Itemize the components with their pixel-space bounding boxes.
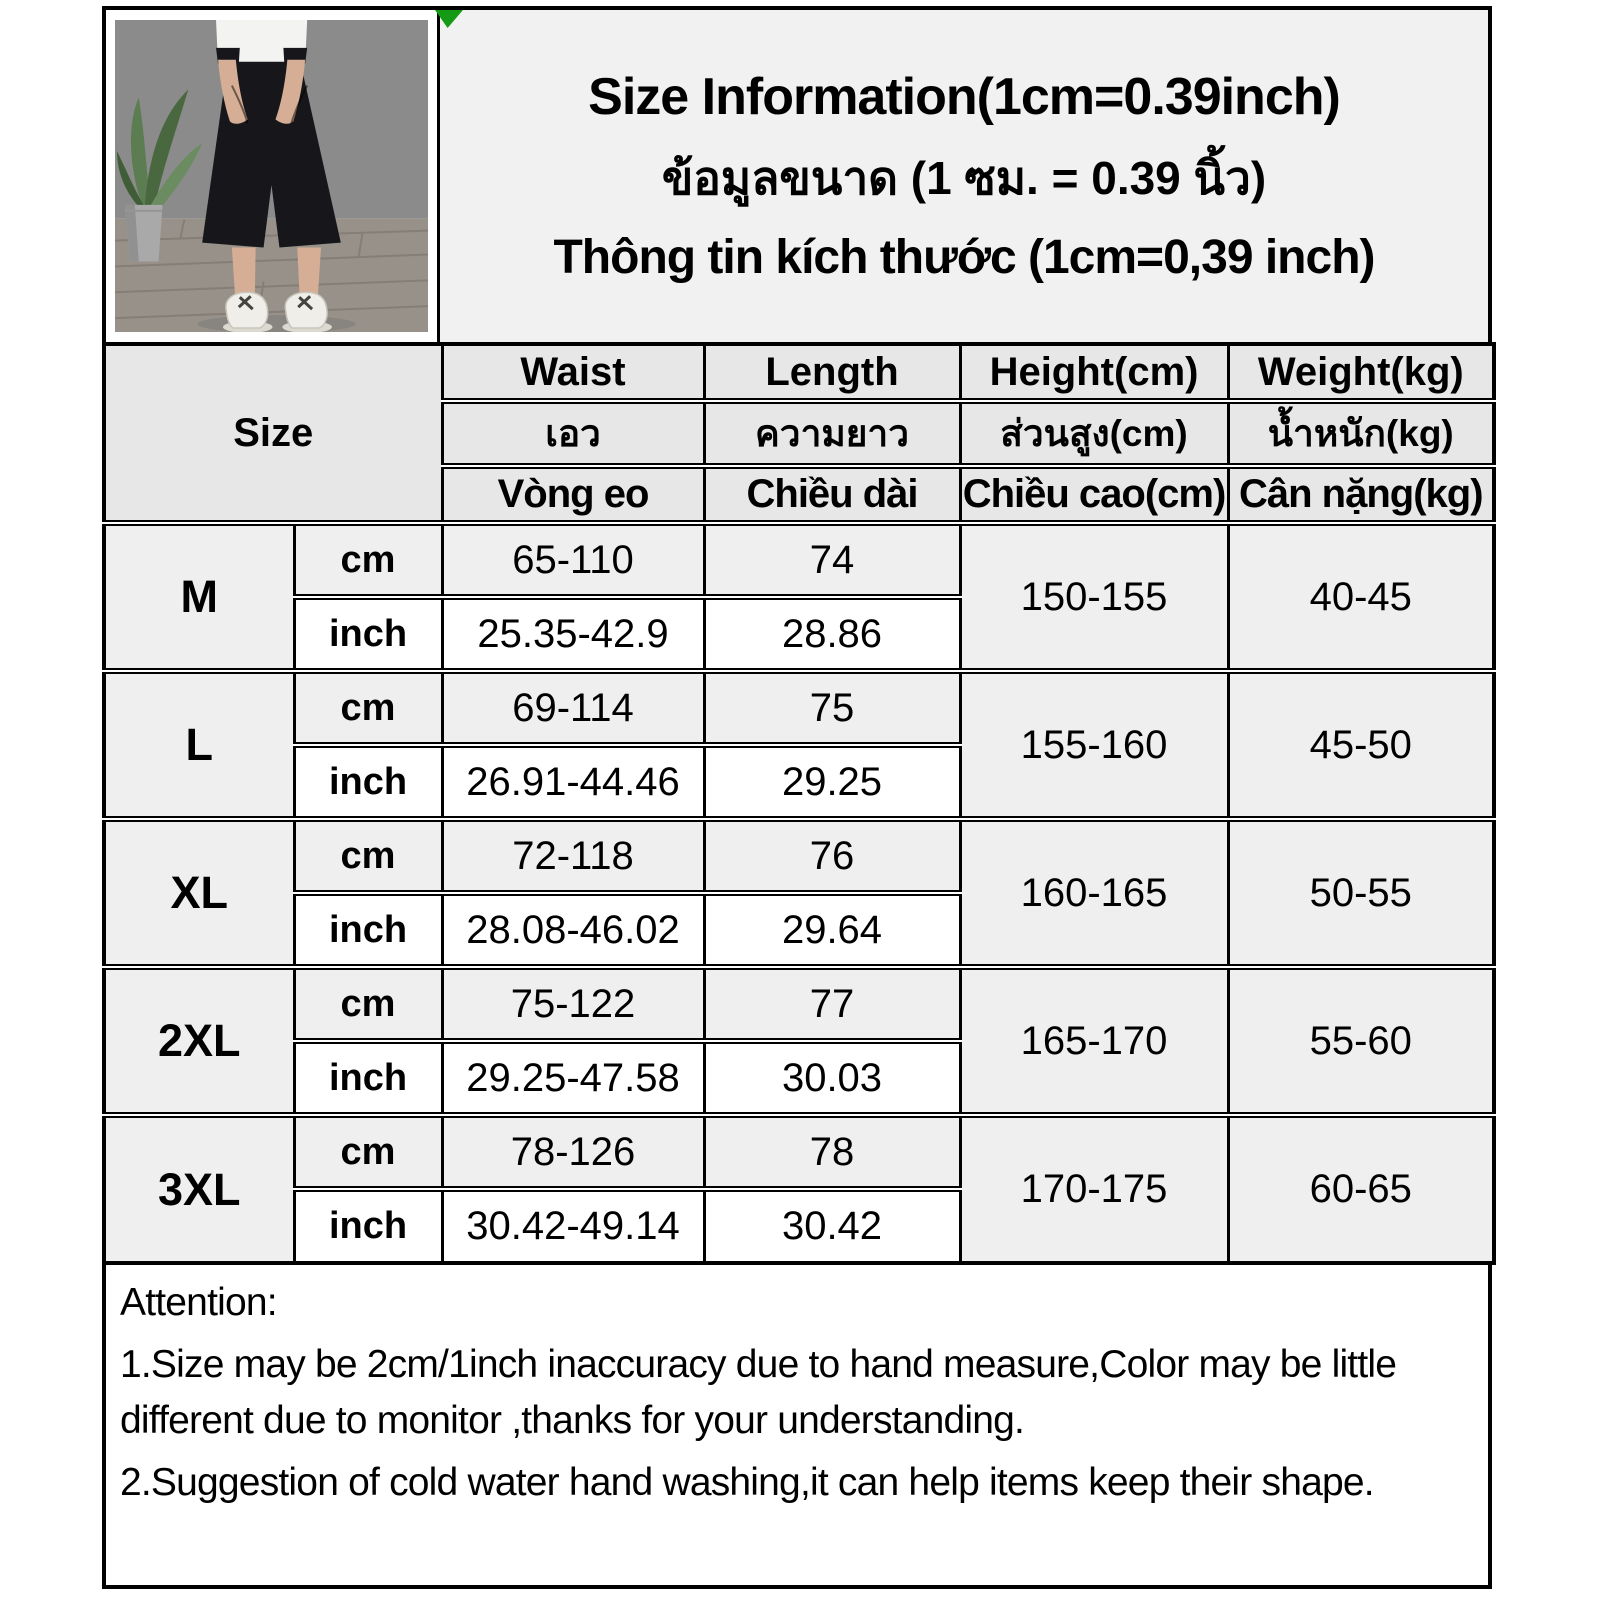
size-label-xl: XL (104, 819, 294, 967)
header-waist-en: Waist (442, 344, 704, 401)
cell-l-weight: 45-50 (1228, 671, 1494, 819)
unit-label-inch: inch (294, 745, 442, 819)
cell-l-height: 155-160 (960, 671, 1228, 819)
table-row-2xl-cm (104, 967, 1494, 1041)
cell-m-waist-cm: 65-110 (442, 523, 704, 597)
cell-l-waist-cm: 69-114 (442, 671, 704, 745)
unit-label-inch: inch (294, 893, 442, 967)
header-waist-vi: Vòng eo (442, 466, 704, 523)
header-height-vi: Chiều cao(cm) (960, 466, 1228, 523)
unit-label-inch: inch (294, 1041, 442, 1115)
product-photo-illustration (115, 20, 428, 332)
attention-note (102, 1265, 1492, 1589)
cell-xl-weight: 50-55 (1228, 819, 1494, 967)
cell-3xl-weight: 60-65 (1228, 1115, 1494, 1263)
cell-l-waist-inch: 26.91-44.46 (442, 745, 704, 819)
cell-xl-length-cm: 76 (704, 819, 960, 893)
cell-l-length-inch: 29.25 (704, 745, 960, 819)
product-photo (106, 10, 440, 342)
cell-2xl-length-cm: 77 (704, 967, 960, 1041)
title-english: Size Information(1cm=0.39inch) (588, 68, 1340, 126)
header-length-vi: Chiều dài (704, 466, 960, 523)
cell-m-weight: 40-45 (1228, 523, 1494, 671)
cell-l-length-cm: 75 (704, 671, 960, 745)
cell-3xl-length-cm: 78 (704, 1115, 960, 1189)
attention-line-1: 1.Size may be 2cm/1inch inaccuracy due to hand measure,Color may be little different due to monitor ,thanks for your understanding. (120, 1343, 1397, 1442)
attention-heading: Attention: (120, 1281, 277, 1324)
size-corner-label: Size (104, 344, 442, 523)
size-table (102, 342, 1496, 1265)
cell-2xl-length-inch: 30.03 (704, 1041, 960, 1115)
cell-m-height: 150-155 (960, 523, 1228, 671)
header-length-th: ความยาว (704, 401, 960, 466)
cell-2xl-height: 165-170 (960, 967, 1228, 1115)
cell-m-length-cm: 74 (704, 523, 960, 597)
cell-3xl-waist-cm: 78-126 (442, 1115, 704, 1189)
size-label-m: M (104, 523, 294, 671)
size-label-l: L (104, 671, 294, 819)
header-weight-vi: Cân nặng(kg) (1228, 466, 1494, 523)
size-chart-sheet (102, 6, 1492, 1589)
header-weight-th: น้ำหนัก(kg) (1228, 401, 1494, 466)
cell-xl-height: 160-165 (960, 819, 1228, 967)
attention-line-2: 2.Suggestion of cold water hand washing,it can help items keep their shape. (120, 1461, 1374, 1505)
cell-xl-waist-cm: 72-118 (442, 819, 704, 893)
unit-label-inch: inch (294, 1189, 442, 1263)
top-section (102, 6, 1492, 342)
cell-m-waist-inch: 25.35-42.9 (442, 597, 704, 671)
cell-3xl-waist-inch: 30.42-49.14 (442, 1189, 704, 1263)
unit-label-cm: cm (294, 1115, 442, 1189)
cell-2xl-waist-cm: 75-122 (442, 967, 704, 1041)
cell-xl-waist-inch: 28.08-46.02 (442, 893, 704, 967)
title-thai: ข้อมูลขนาด (1 ซม. = 0.39 นิ้ว) (661, 152, 1267, 204)
cell-3xl-height: 170-175 (960, 1115, 1228, 1263)
header-height-th: ส่วนสูง(cm) (960, 401, 1228, 466)
title-vietnamese: Thông tin kích thước (1cm=0,39 inch) (553, 231, 1375, 284)
unit-label-cm: cm (294, 671, 442, 745)
unit-label-cm: cm (294, 819, 442, 893)
size-label-3xl: 3XL (104, 1115, 294, 1263)
header-weight-en: Weight(kg) (1228, 344, 1494, 401)
table-row-m-cm (104, 523, 1494, 597)
header-waist-th: เอว (442, 401, 704, 466)
cell-2xl-waist-inch: 29.25-47.58 (442, 1041, 704, 1115)
unit-label-cm: cm (294, 523, 442, 597)
header-length-en: Length (704, 344, 960, 401)
table-row-3xl-cm (104, 1115, 1494, 1189)
cell-m-length-inch: 28.86 (704, 597, 960, 671)
unit-label-inch: inch (294, 597, 442, 671)
title-panel (440, 10, 1488, 342)
cell-xl-length-inch: 29.64 (704, 893, 960, 967)
unit-label-cm: cm (294, 967, 442, 1041)
table-row-xl-cm (104, 819, 1494, 893)
cell-3xl-length-inch: 30.42 (704, 1189, 960, 1263)
size-label-2xl: 2XL (104, 967, 294, 1115)
cell-2xl-weight: 55-60 (1228, 967, 1494, 1115)
green-corner-flag (435, 10, 463, 28)
header-height-en: Height(cm) (960, 344, 1228, 401)
table-row-l-cm (104, 671, 1494, 745)
